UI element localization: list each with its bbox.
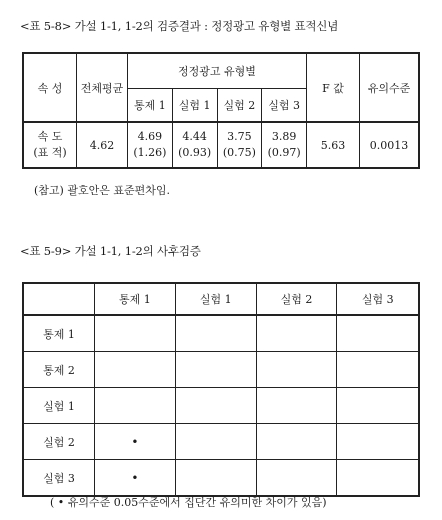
sd-value: (0.93) [178,146,212,159]
results-table [22,52,420,169]
cell [95,388,176,424]
sd-value: (1.26) [133,146,167,159]
row-header: 실험 1 [23,388,95,424]
cell [175,424,256,460]
header-type: 실험 3 [262,89,307,123]
cell [95,315,176,352]
column-header: 실험 1 [175,283,256,315]
table-5-9-note: ( • 유의수준 0.05수준에서 집단간 유의미한 차이가 있음) [50,496,327,509]
header-group: 정정광고 유형별 [128,53,307,89]
mean-value: 3.89 [271,130,297,143]
header-type: 실험 2 [217,89,262,123]
cell [337,388,419,424]
mean-value: 4.44 [182,130,207,143]
sd-value: (0.97) [267,146,301,159]
cell [256,315,337,352]
table-row [23,315,419,352]
column-header: 실험 2 [256,283,337,315]
significance-value: 0.0013 [360,122,420,168]
table-row [23,352,419,388]
corner-cell [23,283,95,315]
cell [337,352,419,388]
cell [337,424,419,460]
table-row [23,460,419,497]
header-type: 통제 1 [128,89,173,123]
row-header: 통제 2 [23,352,95,388]
cell [175,460,256,497]
mean-value: 3.75 [227,130,252,143]
header-overall-mean: 전체평균 [77,53,128,122]
table-5-8-caption: <표 5-8> 가설 1-1, 1-2의 검증결과 : 정정광고 유형별 표적신념 [20,19,339,33]
cell [337,460,419,497]
column-header: 실험 3 [337,283,419,315]
table-row [23,424,419,460]
header-significance: 유의수준 [360,53,420,122]
table-row [23,388,419,424]
column-header: 통제 1 [95,283,176,315]
cell [337,315,419,352]
mean-value: 4.69 [137,130,163,143]
cell [256,460,337,497]
f-value: 5.63 [307,122,360,168]
cell [175,315,256,352]
row-header: 실험 3 [23,460,95,497]
header-f-value: F 값 [307,53,360,122]
row-header: 실험 2 [23,424,95,460]
row-label-line2: (표 적) [33,146,67,159]
cell [256,424,337,460]
sd-value: (0.75) [222,146,256,159]
table-5-9-caption: <표 5-9> 가설 1-1, 1-2의 사후검증 [20,244,201,258]
type-value-cell [217,122,262,168]
cell [256,352,337,388]
type-value-cell [128,122,173,168]
row-label [23,122,77,168]
cell [175,388,256,424]
cell [175,352,256,388]
header-type: 실험 1 [172,89,217,123]
type-value-cell [172,122,217,168]
cell [256,388,337,424]
type-value-cell [262,122,307,168]
header-attribute: 속 성 [23,53,77,122]
table-5-8-note: (참고) 괄호안은 표준편차임. [34,184,170,197]
significance-marker: • [95,424,176,460]
row-label-line1: 속 도 [37,130,63,143]
post-hoc-table [22,282,420,497]
significance-marker: • [95,460,176,497]
overall-mean-value: 4.62 [77,122,128,168]
row-header: 통제 1 [23,315,95,352]
cell [95,352,176,388]
